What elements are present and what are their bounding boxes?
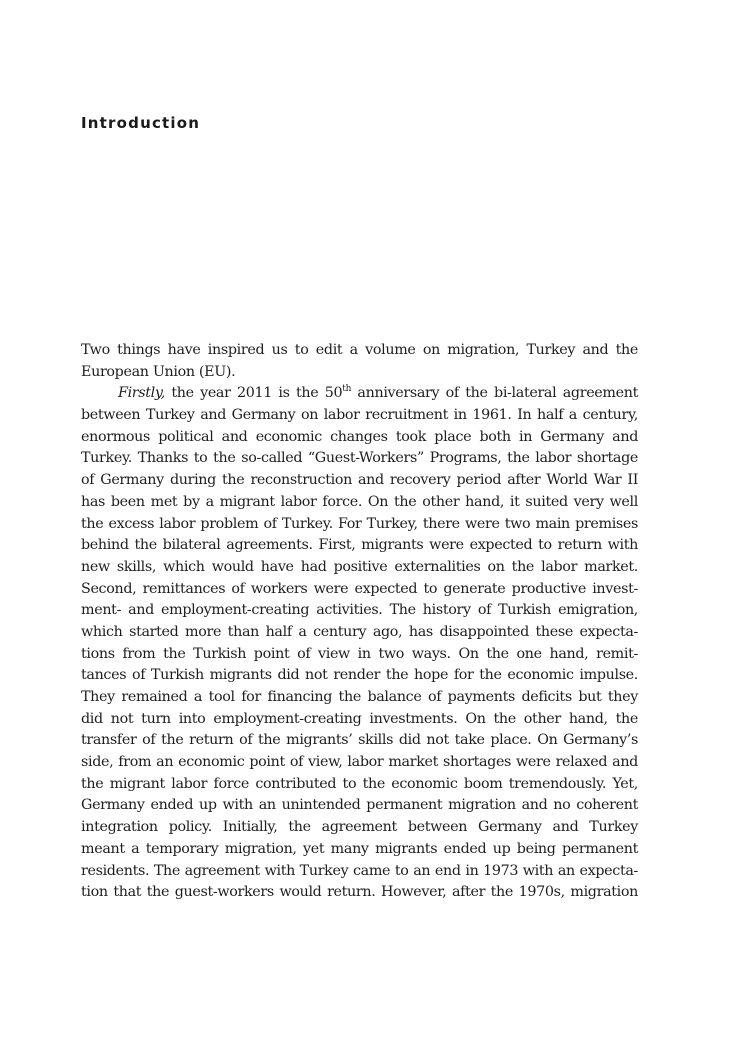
text-line: Turkey. Thanks to the so-called “Guest-Workers” Programs, the labor shortage — [81, 450, 638, 467]
text-line: They remained a tool for financing the balance of payments deficits but they — [81, 689, 638, 705]
text-line: the migrant labor force contributed to the economic boom tremendously. Yet, — [81, 775, 638, 792]
text-line: tances of Turkish migrants did not render the hope for the economic impulse. — [81, 667, 638, 684]
text-line: transfer of the return of the migrants’ skills did not take place. On Germany’s — [81, 732, 638, 749]
text-line: behind the bilateral agreements. First, migrants were expected to return with — [81, 537, 638, 554]
text-line: Second, remittances of workers were expected to generate productive invest- — [81, 580, 638, 597]
text-line: of Germany during the reconstruction and recovery period after World War II — [81, 472, 638, 489]
text-line: enormous political and economic changes took place both in Germany and — [81, 428, 638, 445]
text-line: Germany ended up with an unintended permanent migration and no coherent — [81, 797, 638, 814]
text-line: ment- and employment-creating activities. The history of Turkish emigration, — [81, 602, 638, 619]
text-line: has been met by a migrant labor force. On the other hand, it suited very well — [81, 493, 638, 510]
text-line: side, from an economic point of view, labor market shortages were relaxed and — [81, 754, 638, 771]
text-line: did not turn into employment-creating investments. On the other hand, the — [81, 710, 638, 727]
text-line: the excess labor problem of Turkey. For Turkey, there were two main premises — [81, 515, 638, 532]
text-line: new skills, which would have had positive externalities on the labor market. — [81, 558, 638, 575]
text-line: integration policy. Initially, the agreement between Germany and Turkey — [81, 819, 638, 836]
emphasis: Firstly, — [118, 385, 165, 402]
body-text — [81, 340, 638, 904]
paragraph — [81, 405, 638, 904]
text-line: residents. The agreement with Turkey came to an end in 1973 with an expecta- — [81, 862, 638, 879]
text-span: anniversary of the bi-lateral agreement — [351, 385, 638, 402]
section-heading: Introduction — [81, 114, 201, 132]
text-line: Two things have inspired us to edit a volume on migration, Turkey and the — [81, 342, 638, 358]
text-span: the year 2011 is the 50 — [164, 385, 343, 402]
text-line: tion that the guest-workers would return. However, after the 1970s, migration — [81, 884, 638, 901]
text-line: between Turkey and Germany on labor recruitment in 1961. In half a century, — [81, 407, 638, 424]
text-line: tions from the Turkish point of view in two ways. On the one hand, remit- — [81, 645, 638, 662]
text-line: European Union (EU). — [81, 363, 236, 380]
text-line: which started more than half a century ago, has disappointed these expecta- — [81, 623, 638, 640]
text-line — [81, 383, 638, 405]
text-line: meant a temporary migration, yet many migrants ended up being permanent — [81, 840, 638, 857]
superscript: th — [342, 384, 352, 395]
